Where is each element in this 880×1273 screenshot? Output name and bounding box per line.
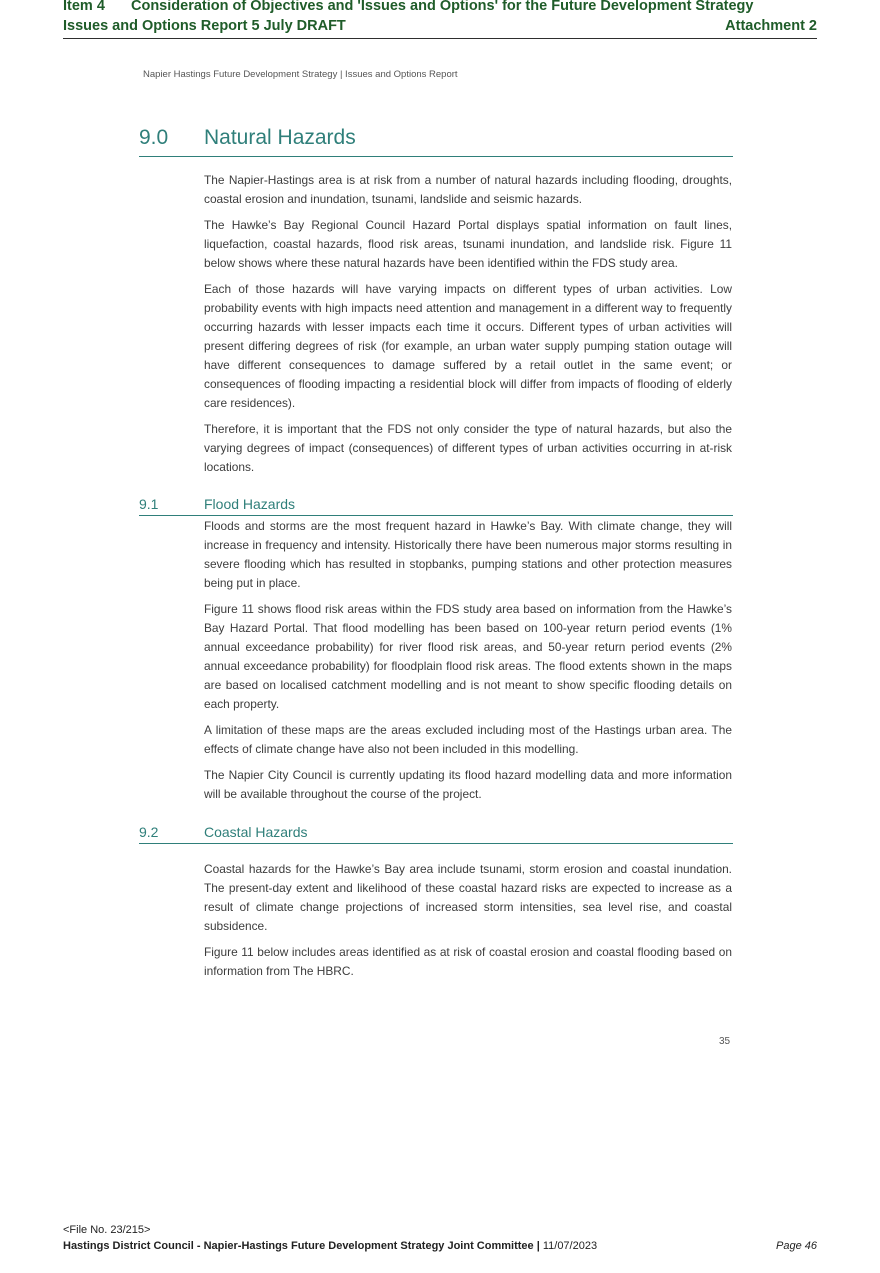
paragraph: A limitation of these maps are the areas excluded including most of the Hastings urban area. The effects of climate change have also not been included in this modelling. bbox=[204, 723, 732, 756]
footer-separator: | bbox=[536, 1240, 540, 1252]
paragraph: Floods and storms are the most frequent hazard in Hawke’s Bay. With climate change, they will increase in frequency and intensity. Historically there have been numerous major storms resulting in severe flooding which has resulted in stopbanks, pumping stations and other protection measures being put in place. bbox=[204, 519, 732, 590]
section-heading-9-1 bbox=[139, 495, 733, 516]
attachment-label: Attachment 2 bbox=[725, 18, 817, 34]
running-head: Napier Hastings Future Development Strategy | Issues and Options Report bbox=[143, 69, 458, 80]
attachment-header bbox=[63, 0, 817, 39]
paragraph: Coastal hazards for the Hawke’s Bay area include tsunami, storm erosion and coastal inundation. The present-day extent and likelihood of these coastal hazard risks are expected to increase as a result of climate change projections of increased storm intensities, sea level rise, and coastal subsidence. bbox=[204, 862, 732, 933]
section-body-9-2 bbox=[204, 860, 732, 988]
report-subtitle: Issues and Options Report 5 July DRAFT bbox=[63, 18, 346, 34]
paragraph: Each of those hazards will have varying impacts on different types of urban activities. Low probability events with high impacts need attention and management in a different way to frequently occurring hazards with lesser impacts each time it occurs. Different types of urban activities will present differing degrees of risk (for example, an urban water supply pumping station outage will have different consequences to damage suffered by a retail outlet in the same event; or consequences of flooding impacting a residential block will differ from impacts of flooding of elderly care residences). bbox=[204, 282, 732, 410]
agenda-page-number: Page 46 bbox=[776, 1240, 817, 1252]
item-number: Item 4 bbox=[63, 0, 105, 14]
meeting-date: 11/07/2023 bbox=[542, 1240, 598, 1252]
section-number: 9.1 bbox=[139, 496, 159, 512]
section-title: Flood Hazards bbox=[204, 496, 296, 512]
section-title: Natural Hazards bbox=[204, 126, 356, 149]
section-body-9-0 bbox=[204, 171, 732, 484]
section-number: 9.0 bbox=[139, 126, 169, 149]
committee-footer bbox=[63, 1240, 597, 1252]
paragraph: Therefore, it is important that the FDS not only consider the type of natural hazards, but also the varying degrees of impact (consequences) of different types of urban activities occurring in at-risk locations. bbox=[204, 422, 732, 474]
section-body-9-1 bbox=[204, 517, 732, 811]
section-number: 9.2 bbox=[139, 824, 159, 840]
paragraph: The Napier-Hastings area is at risk from a number of natural hazards including flooding, droughts, coastal erosion and inundation, tsunami, landslide and seismic hazards. bbox=[204, 173, 732, 206]
committee-name: Hastings District Council - Napier-Hastings Future Development Strategy Joint Committee bbox=[63, 1240, 534, 1252]
paragraph: The Napier City Council is currently updating its flood hazard modelling data and more information will be available throughout the course of the project. bbox=[204, 768, 732, 801]
item-title: Consideration of Objectives and 'Issues and Options' for the Future Development Strategy bbox=[131, 0, 754, 14]
file-number: <File No. 23/215> bbox=[63, 1224, 151, 1236]
paragraph: The Hawke’s Bay Regional Council Hazard Portal displays spatial information on fault lines, liquefaction, coastal hazards, flood risk areas, tsunami inundation, and landslide risk. Figure 11 below shows where these natural hazards have been identified within the FDS study area. bbox=[204, 218, 732, 270]
section-heading-9-0 bbox=[139, 123, 733, 157]
section-title: Coastal Hazards bbox=[204, 824, 308, 840]
paragraph: Figure 11 shows flood risk areas within the FDS study area based on information from the Hawke’s Bay Hazard Portal. That flood modelling has been based on 100-year return period events (1% annual exceedance probability) for river flood risk areas, and 50-year return period events (2% annual exceedance probability) for floodplain flood risk areas. The flood extents shown in the maps are based on localised catchment modelling and is not meant to show specific flooding details on each property. bbox=[204, 602, 732, 711]
paragraph: Figure 11 below includes areas identified as at risk of coastal erosion and coastal flooding based on information from The HBRC. bbox=[204, 945, 732, 978]
report-page-number: 35 bbox=[719, 1036, 731, 1047]
section-heading-9-2 bbox=[139, 823, 733, 844]
header-line-1 bbox=[63, 0, 753, 14]
